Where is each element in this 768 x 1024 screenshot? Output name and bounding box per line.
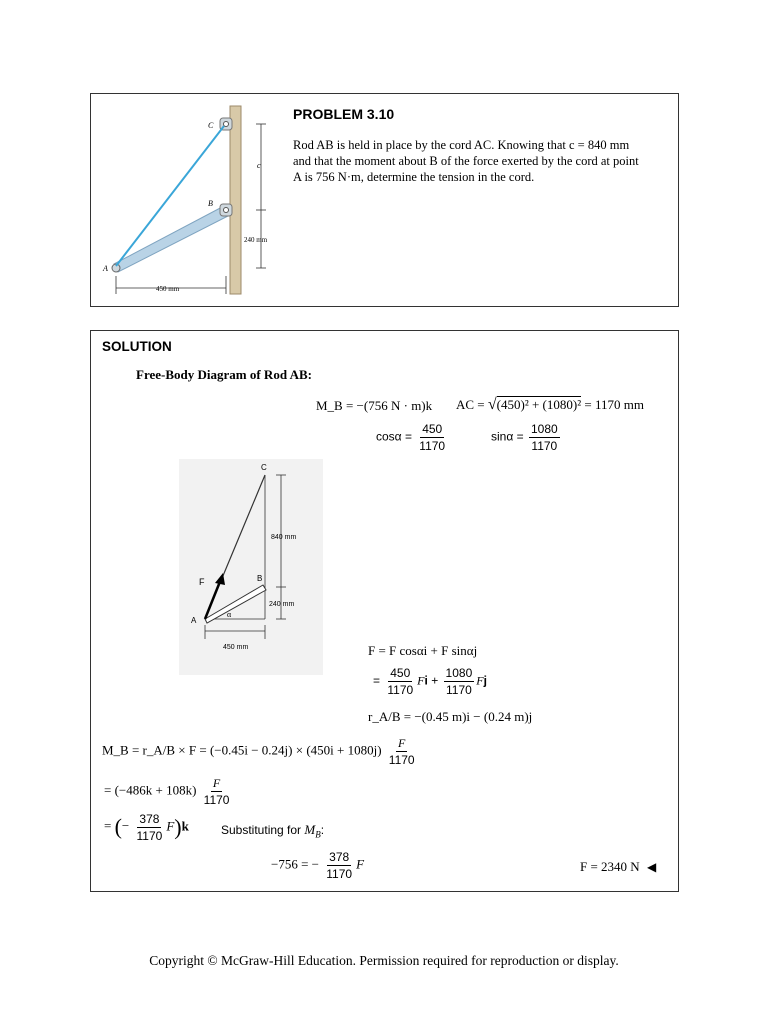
m-eq3-den: 1170 [136, 829, 163, 843]
f-eq2-a-den: 1170 [387, 683, 414, 697]
m-eq1-text: M_B = r_A/B × F = (−0.45i − 0.24j) × (450i + 1080j) [102, 742, 382, 758]
problem-text-line2: and that the moment about B of the force exerted by the cord at point [293, 154, 639, 168]
m-equation-1 [102, 735, 419, 768]
m-eq1-num: F [398, 736, 406, 750]
problem-text-line3: A is 756 N·m, determine the tension in the cord. [293, 170, 535, 184]
fig-label-450: 450 mm [156, 285, 180, 293]
vertical-post [230, 106, 241, 294]
ac-eq-right: = 1170 mm [584, 397, 644, 412]
final-equation: −756 = − $\frac{378}{1170}$ F [271, 850, 365, 881]
fbd-label: Free-Body Diagram of Rod AB: [136, 367, 312, 382]
sin-equation [491, 421, 562, 454]
f-eq2-b-num: 1080 [445, 666, 473, 680]
fbd-label-a: A [191, 616, 197, 625]
mb-equation: M_B = −(756 N · m)k [316, 398, 433, 413]
fig-label-c: C [208, 121, 214, 130]
answer-text: F = 2340 N [580, 859, 640, 874]
problem-text-line1: Rod AB is held in place by the cord AC. Knowing that c = 840 mm [293, 138, 630, 152]
m-eq3-num: 378 [139, 812, 160, 826]
final-left: −756 = − [271, 856, 319, 872]
problem-figure [96, 96, 286, 306]
ac-equation: AC = √(450)² + (1080)² = 1170 mm [456, 396, 644, 413]
m-eq2-num: F [212, 776, 221, 790]
cos-num: 450 [422, 422, 443, 436]
sin-den: 1170 [531, 439, 558, 453]
fig-label-240: 240 mm [244, 236, 268, 244]
sin-label: sinα = [491, 429, 524, 444]
fig-label-c-dim: c [257, 161, 261, 170]
subst-text: Substituting for $M_B$: [221, 822, 325, 840]
fig-label-b: B [208, 199, 213, 208]
f-equation-2: = $\frac{450}{1170}$ Fi + $\frac{1080}{1170}$ Fj [373, 666, 487, 697]
final-num: 378 [329, 850, 350, 864]
fbd-label-alpha: α [227, 610, 232, 619]
problem-box [90, 93, 679, 307]
subst-label: Substituting for [221, 823, 302, 837]
ac-eq-root: (450)² + (1080)² [496, 397, 582, 412]
solution-heading: SOLUTION [102, 339, 172, 354]
cos-label: cosα = [376, 429, 412, 444]
r-equation: r_A/B = −(0.45 m)i − (0.24 m)j [368, 709, 533, 724]
cos-den: 1170 [419, 439, 446, 453]
m-equation-3: = (− $\frac{378}{1170}$ F)k [104, 812, 189, 843]
m-eq2-text: = (−486k + 108k) [104, 782, 197, 798]
cos-equation [376, 421, 449, 454]
fig-label-a: A [103, 264, 108, 273]
m-equation-2 [104, 775, 233, 808]
fbd-label-c: C [261, 463, 267, 472]
copyright: Copyright © McGraw-Hill Education. Permission required for reproduction or display. [149, 953, 619, 968]
f-eq2-b-den: 1170 [445, 683, 472, 697]
fbd-label-f: F [199, 577, 205, 587]
f-eq2-a-num: 450 [390, 666, 411, 680]
answer [580, 859, 656, 875]
ac-eq-left: AC = [456, 397, 485, 412]
solution-box [90, 330, 679, 892]
fbd-label-240: 240 mm [269, 601, 295, 608]
sin-num: 1080 [530, 422, 558, 436]
m-eq2-den: 1170 [203, 793, 230, 807]
problem-title: PROBLEM 3.10 [293, 106, 395, 122]
f-equation: F = F cosαi + F sinαj [368, 643, 478, 658]
fbd-label-450: 450 mm [223, 644, 249, 651]
fbd-figure [179, 459, 323, 675]
fbd-label-b: B [257, 574, 263, 583]
fbd-rod [205, 585, 266, 623]
rod-ab [114, 206, 228, 272]
fbd-label-840: 840 mm [271, 534, 297, 541]
final-den: 1170 [326, 867, 353, 881]
m-eq1-den: 1170 [388, 753, 415, 767]
answer-marker-icon: ◀ [646, 860, 657, 874]
